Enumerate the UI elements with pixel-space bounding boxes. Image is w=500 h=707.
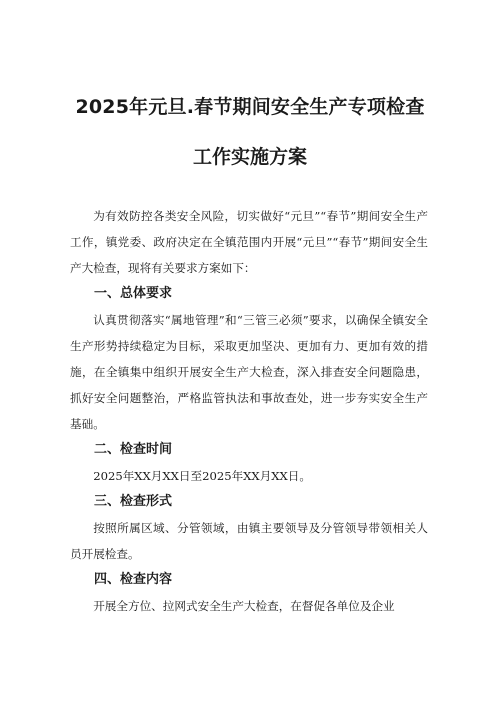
- document-body: [70, 203, 428, 619]
- section-text-time: 2025年XX月XX日至2025年XX月XX日。: [93, 469, 311, 483]
- intro-paragraph: 为有效防控各类安全风险，切实做好“元旦”“春节”期间安全生产工作，镇党委、政府决定在全镇范围内开展“元旦”“春节”期间安全生产大检查，现将有关要求方案如下：: [70, 209, 428, 275]
- document-title-line2: 工作实施方案: [192, 146, 307, 168]
- section-heading-form: 三、检查形式: [94, 494, 173, 509]
- section-text-general: 认真贯彻落实“属地管理”和“三管三必须”要求，以确保全镇安全生产形势持续稳定为目标，采取更加坚决、更加有力、更加有效的措施，在全镇集中组织开展安全生产大检查，深入排查安全问题隐患，抓好安全问题整治，严格监管执法和事故查处，进一步夯实安全生产基础。: [70, 313, 428, 431]
- section-heading-time: 二、检查时间: [94, 442, 173, 457]
- document-title-line1: 2025年元旦.春节期间安全生产专项检查: [75, 96, 425, 118]
- section-text-content: 开展全方位、拉网式安全生产大检查，在督促各单位及企业: [93, 599, 395, 613]
- section-text-form: 按照所属区域、分管领域，由镇主要领导及分管领导带领相关人员开展检查。: [70, 521, 428, 561]
- section-heading-general: 一、总体要求: [94, 286, 173, 301]
- section-heading-content: 四、检查内容: [94, 572, 173, 587]
